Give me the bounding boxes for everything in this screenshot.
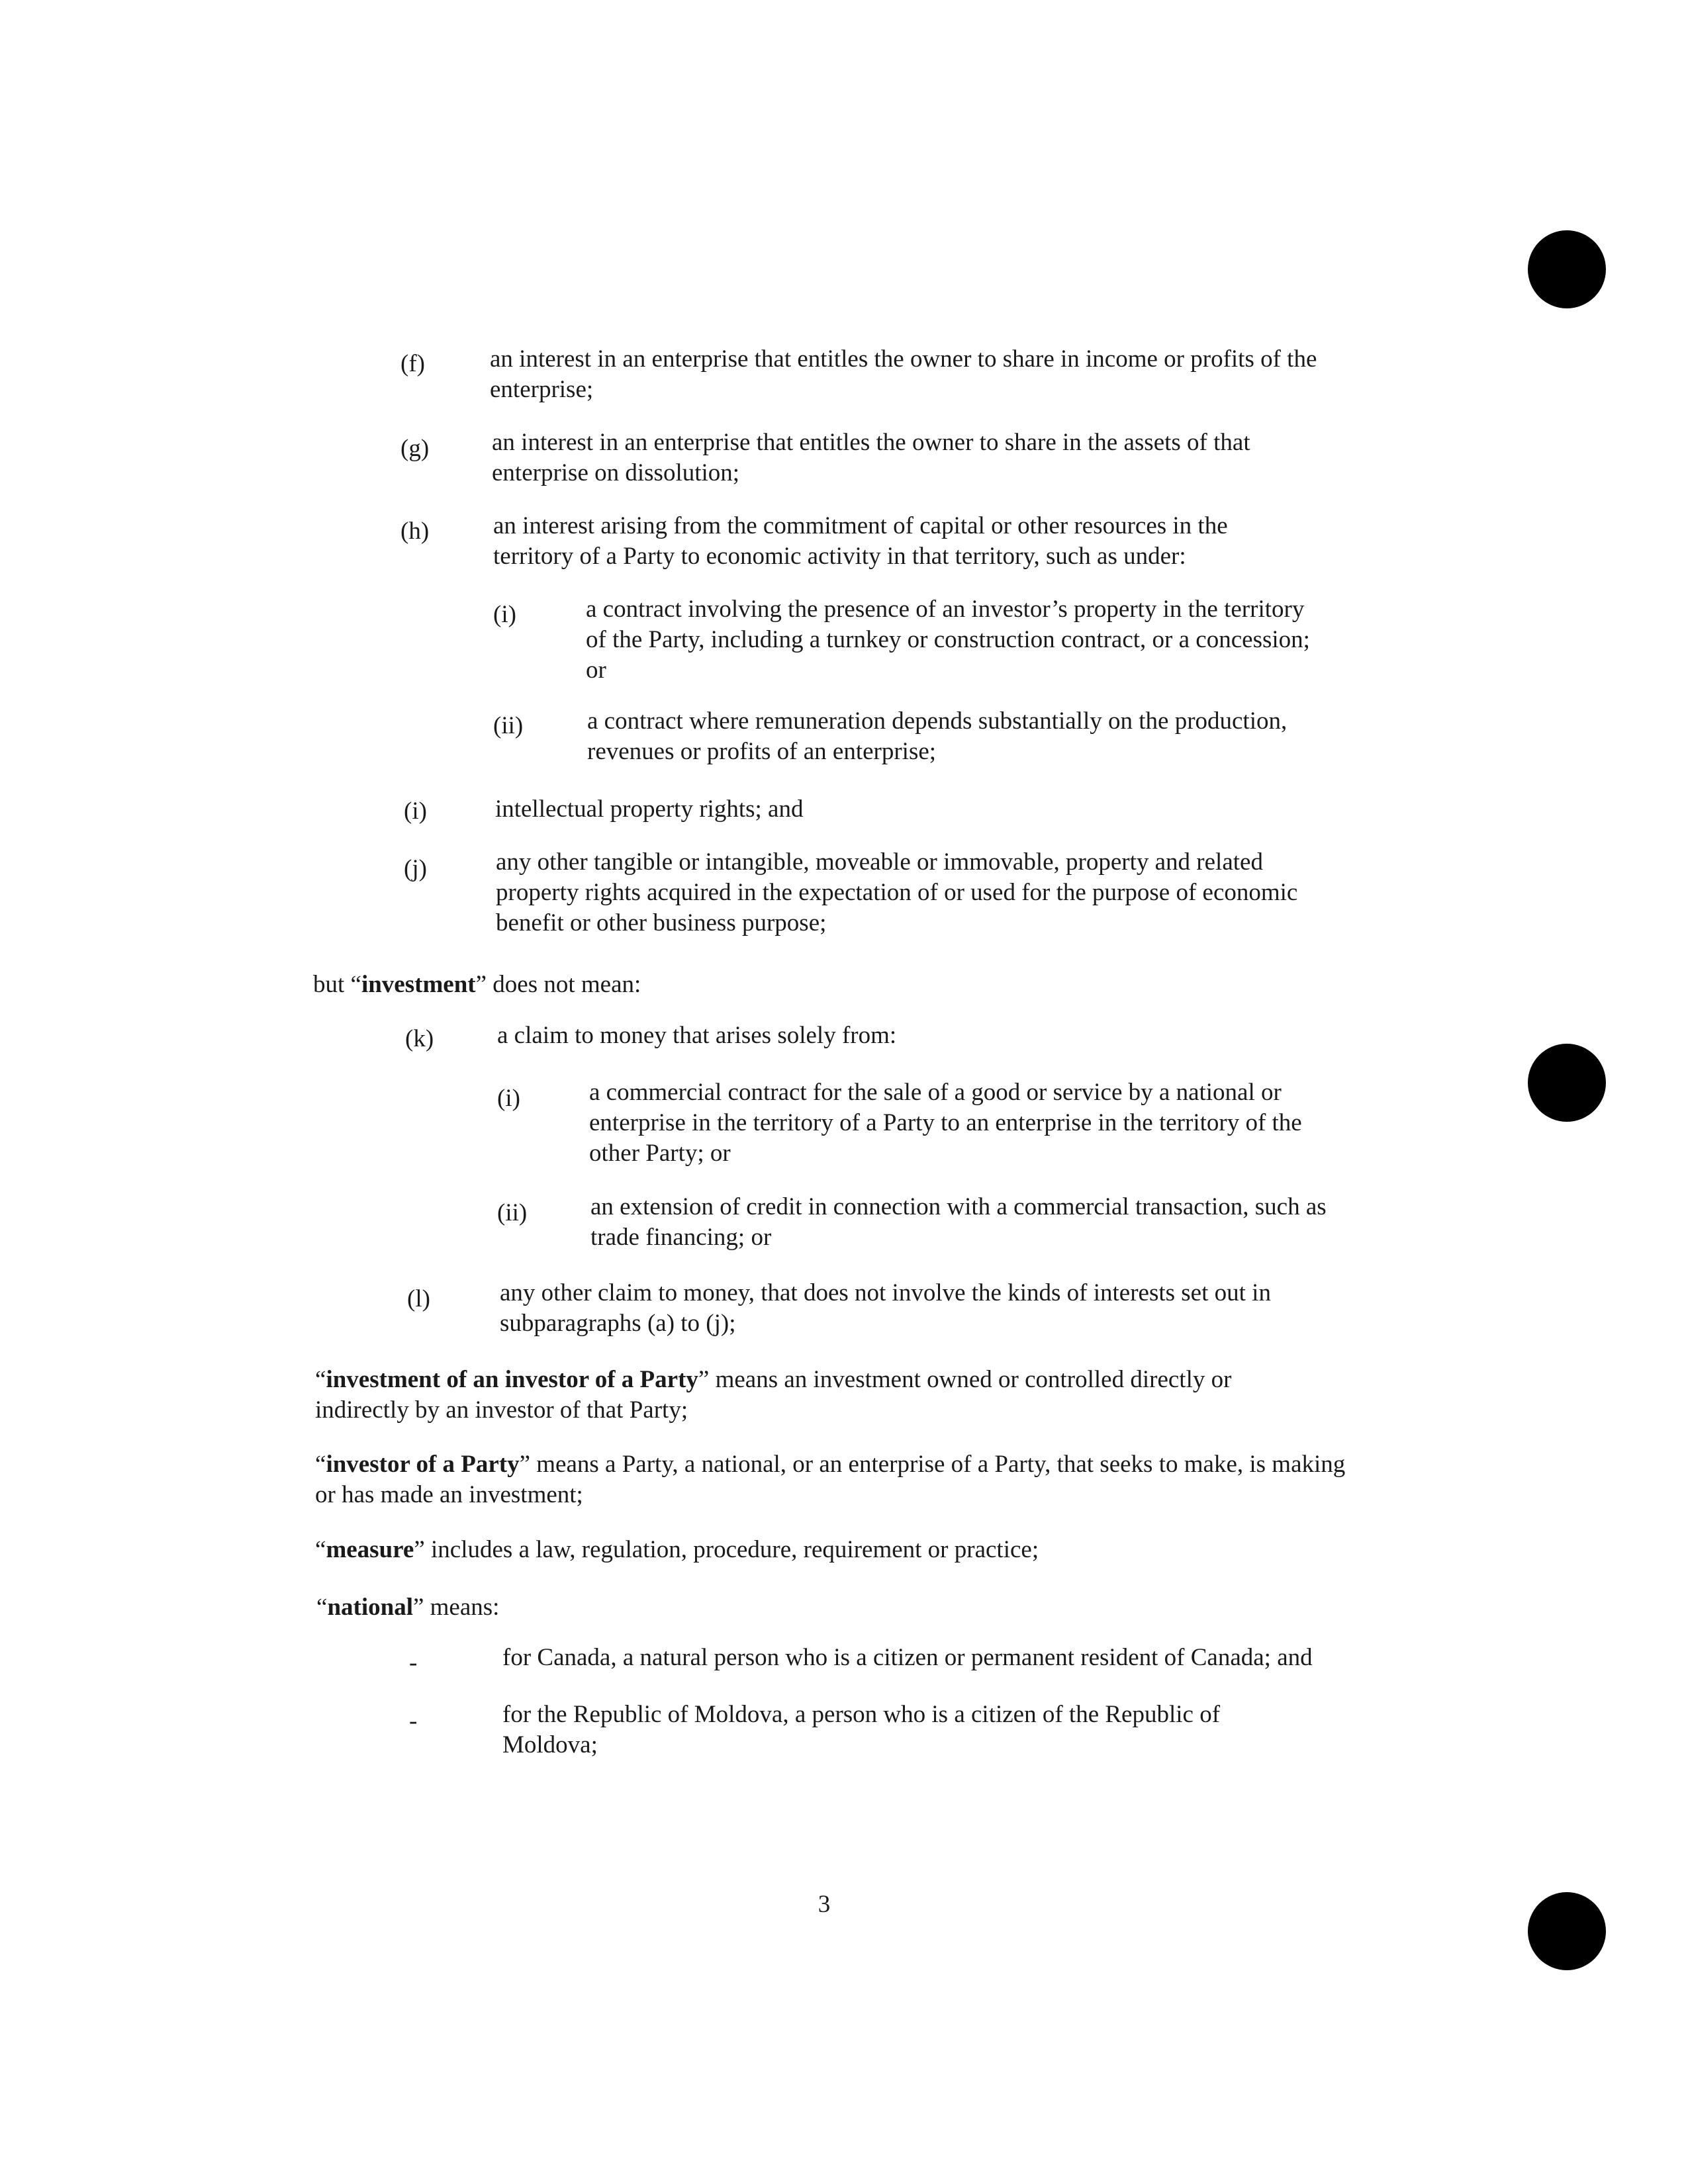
page-number: 3 xyxy=(818,1891,831,1918)
national-item-canada-bullet: - xyxy=(409,1649,418,1676)
item-f-label: (f) xyxy=(400,350,425,377)
item-g-label: (g) xyxy=(400,435,430,462)
item-k-label: (k) xyxy=(405,1025,434,1052)
item-h-label: (h) xyxy=(400,518,430,545)
item-k-i-text: a commercial contract for the sale of a good or service by a national or enterprise in the territory of a Party to an enterprise in the territory of the other Party; or xyxy=(589,1079,1302,1167)
item-j-text: any other tangible or intangible, moveable or immovable, property and related property rights acquired in the expectation of or used for the purpose of economic benefit or other business purpose; xyxy=(496,848,1298,936)
punch-hole-top xyxy=(1528,230,1606,308)
item-h-ii-label: (ii) xyxy=(493,712,524,739)
item-h-ii-text: a contract where remuneration depends substantially on the production, revenues or profits of an enterprise; xyxy=(587,707,1288,765)
item-i-text: intellectual property rights; and xyxy=(495,796,804,823)
item-f-text: an interest in an enterprise that entitles the owner to share in income or profits of the enterprise; xyxy=(490,345,1317,403)
national-item-canada-text: for Canada, a natural person who is a citizen or permanent resident of Canada; and xyxy=(502,1644,1313,1671)
item-j-label: (j) xyxy=(404,855,427,882)
definition-investor-of-party: “investor of a Party” means a Party, a national, or an enterprise of a Party, that seeks to make, is making or has made an investment; xyxy=(315,1451,1346,1508)
item-k-ii-label: (ii) xyxy=(497,1199,528,1226)
item-k-ii-text: an extension of credit in connection with a commercial transaction, such as trade financing; or xyxy=(590,1193,1327,1251)
item-h-i-text: a contract involving the presence of an investor’s property in the territory of the Party, including a turnkey or construction contract, or a concession; or xyxy=(586,596,1310,684)
punch-hole-middle xyxy=(1528,1044,1606,1122)
national-item-moldova-bullet: - xyxy=(409,1707,418,1735)
punch-hole-bottom xyxy=(1528,1892,1606,1970)
item-k-i-label: (i) xyxy=(497,1085,520,1112)
item-h-text: an interest arising from the commitment of capital or other resources in the territory of a Party to economic activity in that territory, such as under: xyxy=(493,512,1228,570)
definition-investment-of-investor: “investment of an investor of a Party” means an investment owned or controlled directly or indirectly by an investor of that Party; xyxy=(315,1366,1232,1424)
item-l-label: (l) xyxy=(407,1285,430,1312)
national-item-moldova-text: for the Republic of Moldova, a person who is a citizen of the Republic of Moldova; xyxy=(502,1701,1221,1758)
item-l-text: any other claim to money, that does not involve the kinds of interests set out in subparagraphs (a) to (j); xyxy=(500,1279,1271,1337)
but-investment-line: but “investment” does not mean: xyxy=(313,971,641,998)
definition-measure: “measure” includes a law, regulation, procedure, requirement or practice; xyxy=(315,1536,1039,1563)
definition-national: “national” means: xyxy=(316,1594,500,1621)
item-g-text: an interest in an enterprise that entitles the owner to share in the assets of that enterprise on dissolution; xyxy=(492,429,1250,486)
item-i-label: (i) xyxy=(404,797,427,825)
item-k-text: a claim to money that arises solely from: xyxy=(497,1022,897,1049)
item-h-i-label: (i) xyxy=(493,601,516,628)
